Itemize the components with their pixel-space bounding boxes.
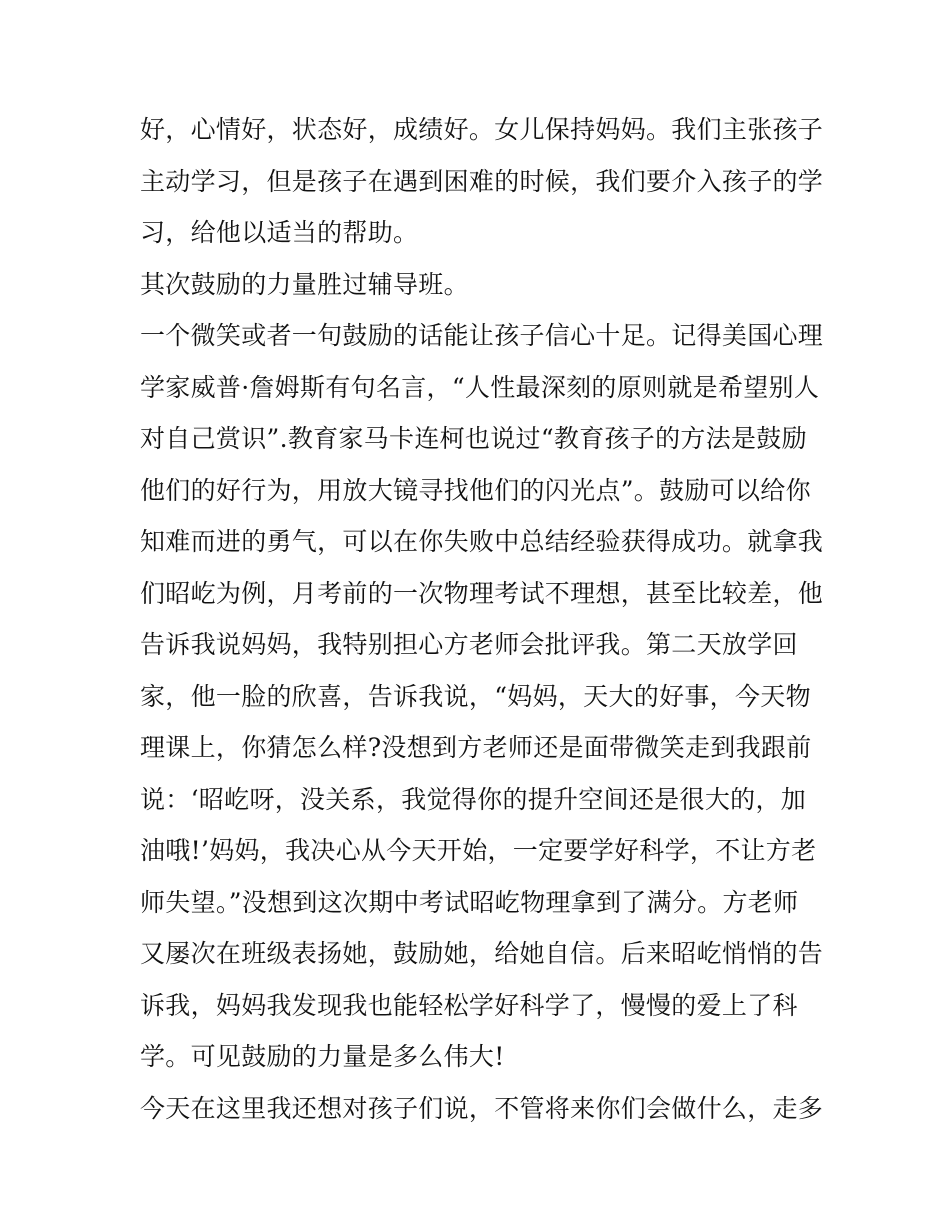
text-line: 学。可见鼓励的力量是多么伟大! (140, 1042, 505, 1071)
text-line: 好，心情好，状态好，成绩好。女儿保持妈妈。我们主张孩子 (140, 115, 824, 144)
text-line: 学家威普·詹姆斯有句名言，“人性最深刻的原则就是希望别人 (140, 372, 820, 402)
text-line: 又屡次在班级表扬她，鼓励她，给她自信。后来昭屹悄悄的告 (140, 939, 824, 968)
text-line: 们昭屹为例，月考前的一次物理考试不理想，甚至比较差，他 (140, 578, 824, 608)
body-text (140, 104, 824, 1134)
text-line: 说：‘昭屹呀，没关系，我觉得你的提升空间还是很大的，加 (140, 784, 807, 814)
text-line: 习，给他以适当的帮助。 (140, 218, 419, 247)
text-line: 家，他一脸的欣喜，告诉我说，“妈妈，天大的好事，今天物 (140, 681, 811, 711)
text-line: 主动学习，但是孩子在遇到困难的时候，我们要介入孩子的学 (140, 166, 824, 196)
text-line: 其次鼓励的力量胜过辅导班。 (140, 269, 469, 299)
text-line: 今天在这里我还想对孩子们说，不管将来你们会做什么，走多 (140, 1093, 824, 1123)
text-line: 告诉我说妈妈，我特别担心方老师会批评我。第二天放学回 (140, 630, 798, 659)
text-line: 对自己赏识”.教育家马卡连柯也说过“教育孩子的方法是鼓励 (140, 424, 807, 453)
text-line: 理课上，你猜怎么样?没想到方老师还是面带微笑走到我跟前 (140, 733, 812, 762)
text-line: 知难而进的勇气，可以在你失败中总结经验获得成功。就拿我 (140, 527, 824, 556)
text-line: 他们的好行为，用放大镜寻找他们的闪光点”。鼓励可以给你 (140, 475, 811, 505)
text-line: 诉我，妈妈我发现我也能轻松学好科学了，慢慢的爱上了科 (140, 990, 798, 1020)
text-line: 一个微笑或者一句鼓励的话能让孩子信心十足。记得美国心理 (140, 321, 824, 350)
text-line: 油哦!’妈妈，我决心从今天开始，一定要学好科学，不让方老 (140, 836, 817, 865)
text-line: 师失望。”没想到这次期中考试昭屹物理拿到了满分。方老师 (140, 887, 799, 917)
